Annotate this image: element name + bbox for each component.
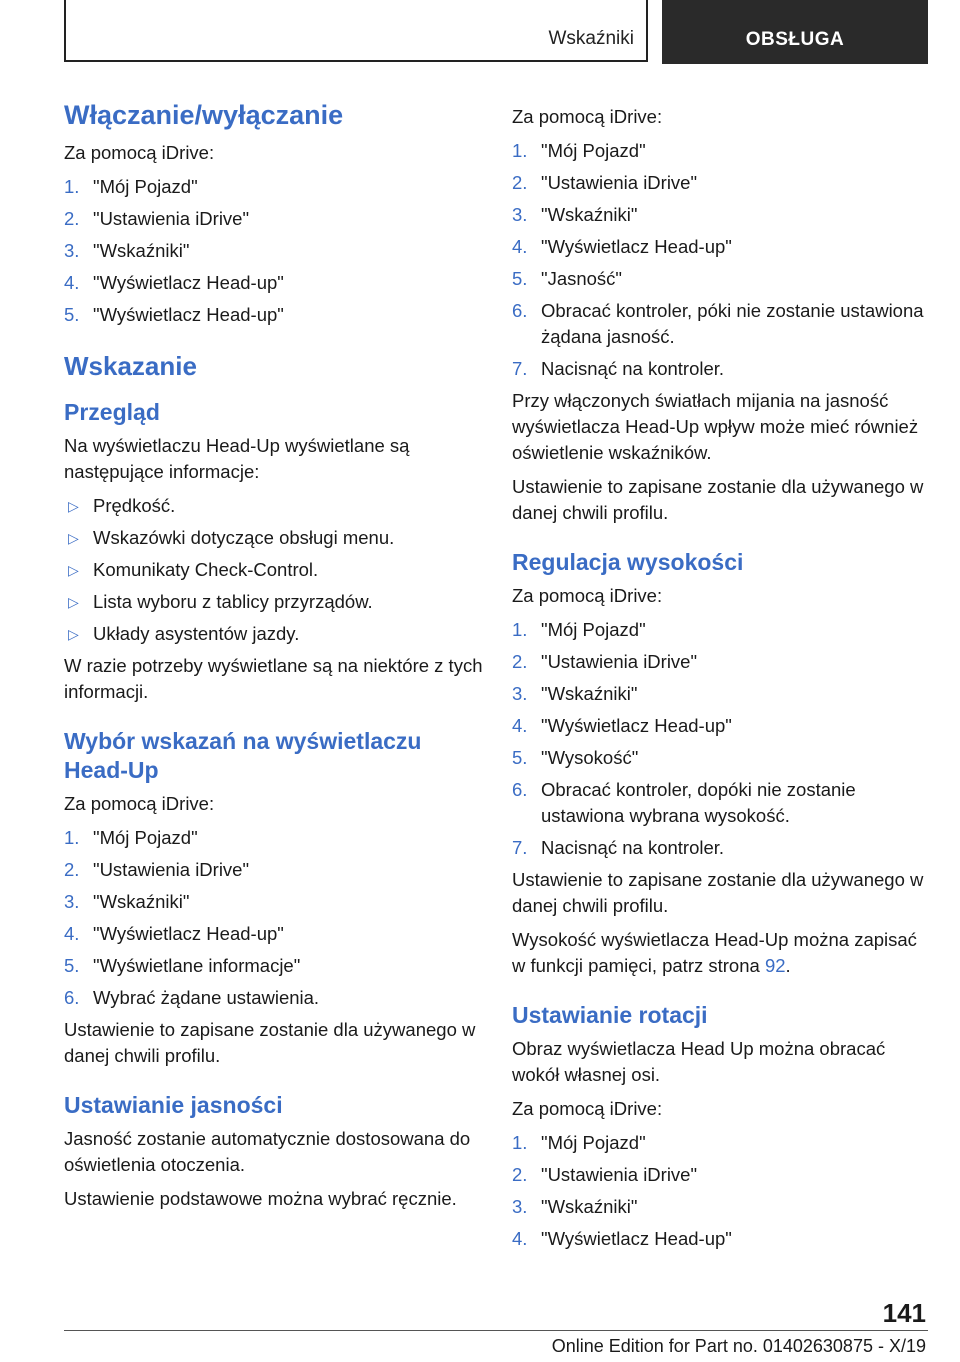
step-number: 2. — [512, 172, 528, 193]
bullet-item — [64, 557, 484, 583]
bullet-text: Układy asystentów jazdy. — [93, 623, 300, 644]
step-text: "Ustawienia iDrive" — [541, 172, 698, 193]
right-column — [512, 104, 932, 1258]
step-number: 6. — [64, 987, 80, 1008]
step-item — [512, 170, 932, 196]
step-text: "Mój Pojazd" — [541, 1132, 646, 1153]
step-item — [64, 174, 484, 200]
bullet-item — [64, 525, 484, 551]
step-item — [64, 921, 484, 947]
step-text: "Mój Pojazd" — [541, 619, 646, 640]
bullet-item — [64, 621, 484, 647]
step-item — [512, 713, 932, 739]
heading-selection: Wybór wskazań na wyświetlaczu Head-Up — [64, 728, 422, 783]
brightness-p2: Ustawienie podstawowe można wybrać ręcznie. — [64, 1188, 457, 1209]
step-item — [512, 1226, 932, 1252]
chapter-label: OBSŁUGA — [745, 29, 845, 50]
heading-brightness: Ustawianie jasności — [64, 1092, 283, 1118]
brightness-note: Przy włączonych światłach mijania na jasność wyświetlacza Head-Up wpływ może mieć również oświetlenie wskaźników. — [512, 390, 919, 463]
overview-bullets — [64, 493, 484, 647]
step-number: 5. — [512, 268, 528, 289]
step-item — [64, 953, 484, 979]
step-item — [64, 825, 484, 851]
step-number: 6. — [512, 300, 528, 321]
bullet-text: Wskazówki dotyczące obsługi menu. — [93, 527, 395, 548]
height-steps — [512, 617, 932, 861]
step-text: "Wyświetlane informacje" — [93, 955, 301, 976]
step-item — [512, 1130, 932, 1156]
step-text: "Wyświetlacz Head-up" — [93, 272, 284, 293]
step-item — [512, 835, 932, 861]
step-item — [64, 302, 484, 328]
step-text: "Wysokość" — [541, 747, 639, 768]
step-number: 5. — [512, 747, 528, 768]
edition-text: Online Edition for Part no. 01402630875 - X/19 — [551, 1336, 926, 1356]
step-text: Wybrać żądane ustawienia. — [93, 987, 320, 1008]
heading-rotation: Ustawianie rotacji — [512, 1002, 708, 1028]
rotation-p1: Obraz wyświetlacza Head Up można obracać wokół własnej osi. — [512, 1038, 886, 1085]
step-text: "Mój Pojazd" — [541, 140, 646, 161]
step-item — [64, 857, 484, 883]
step-item — [512, 202, 932, 228]
triangle-bullet-icon: ▷ — [68, 498, 79, 514]
brightness-profile-note: Ustawienie to zapisane zostanie dla używanego w danej chwili profilu. — [512, 476, 924, 523]
step-item — [512, 356, 932, 382]
step-number: 1. — [64, 176, 80, 197]
selection-intro: Za pomocą iDrive: — [64, 793, 215, 814]
step-item — [64, 270, 484, 296]
step-number: 2. — [64, 208, 80, 229]
step-item — [512, 138, 932, 164]
height-profile-note: Ustawienie to zapisane zostanie dla używanego w danej chwili profilu. — [512, 869, 924, 916]
step-item — [64, 238, 484, 264]
step-text: "Ustawienia iDrive" — [93, 859, 250, 880]
step-text: "Jasność" — [541, 268, 623, 289]
step-number: 3. — [512, 204, 528, 225]
bullet-text: Lista wyboru z tablicy przyrządów. — [93, 591, 373, 612]
step-text: "Wyświetlacz Head-up" — [541, 715, 732, 736]
step-item — [64, 206, 484, 232]
height-intro: Za pomocą iDrive: — [512, 585, 663, 606]
step-text: Nacisnąć na kontroler. — [541, 837, 725, 858]
step-number: 4. — [512, 715, 528, 736]
step-text: "Wskaźniki" — [541, 683, 638, 704]
step-number: 2. — [64, 859, 80, 880]
page-link[interactable]: 92 — [764, 955, 786, 976]
bullet-item — [64, 493, 484, 519]
bullet-text: Prędkość. — [93, 495, 176, 516]
selection-outro: Ustawienie to zapisane zostanie dla używanego w danej chwili profilu. — [64, 1019, 476, 1066]
step-item — [512, 234, 932, 260]
brightness-intro: Za pomocą iDrive: — [512, 106, 663, 127]
heading-overview: Przegląd — [64, 399, 160, 425]
step-item — [512, 1194, 932, 1220]
step-text: "Wyświetlacz Head-up" — [93, 304, 284, 325]
bullet-text: Komunikaty Check-Control. — [93, 559, 319, 580]
step-item — [512, 745, 932, 771]
heading-display: Wskazanie — [64, 351, 197, 381]
step-item — [512, 617, 932, 643]
step-number: 5. — [64, 304, 80, 325]
heading-on-off: Włączanie/wyłączanie — [64, 100, 344, 130]
rotation-steps — [512, 1130, 932, 1252]
triangle-bullet-icon: ▷ — [68, 562, 79, 578]
step-number: 3. — [64, 240, 80, 261]
step-item — [64, 985, 484, 1011]
step-number: 1. — [512, 140, 528, 161]
overview-outro: W razie potrzeby wyświetlane są na niektóre z tych informacji. — [64, 655, 483, 702]
step-text: "Mój Pojazd" — [93, 176, 198, 197]
step-text: "Wskaźniki" — [541, 204, 638, 225]
height-memory-end: . — [785, 955, 791, 976]
step-number: 7. — [512, 837, 528, 858]
step-number: 4. — [64, 272, 80, 293]
step-number: 4. — [64, 923, 80, 944]
step-text: Nacisnąć na kontroler. — [541, 358, 725, 379]
step-number: 2. — [512, 1164, 528, 1185]
step-text: "Wskaźniki" — [93, 240, 190, 261]
step-text: "Ustawienia iDrive" — [93, 208, 250, 229]
step-number: 4. — [512, 236, 528, 257]
step-number: 5. — [64, 955, 80, 976]
left-column — [64, 98, 484, 1220]
step-number: 3. — [512, 683, 528, 704]
step-item — [64, 889, 484, 915]
step-number: 1. — [512, 1132, 528, 1153]
page-number: 141 — [882, 1298, 926, 1328]
section-label: Wskaźniki — [548, 28, 634, 49]
step-item — [512, 298, 932, 350]
step-text: "Mój Pojazd" — [93, 827, 198, 848]
bullet-item — [64, 589, 484, 615]
triangle-bullet-icon: ▷ — [68, 530, 79, 546]
height-memory-note — [512, 927, 932, 979]
step-text: "Wyświetlacz Head-up" — [541, 236, 732, 257]
step-text: "Wyświetlacz Head-up" — [93, 923, 284, 944]
section-box — [64, 0, 648, 62]
rotation-intro: Za pomocą iDrive: — [512, 1098, 663, 1119]
step-number: 1. — [512, 619, 528, 640]
step-text: "Ustawienia iDrive" — [541, 1164, 698, 1185]
step-text: Obracać kontroler, póki nie zostanie ustawiona żądana jasność. — [541, 300, 924, 347]
page-header — [64, 0, 928, 64]
step-item — [512, 649, 932, 675]
brightness-p1: Jasność zostanie automatycznie dostosowana do oświetlenia otoczenia. — [64, 1128, 471, 1175]
step-item — [512, 1162, 932, 1188]
onoff-intro: Za pomocą iDrive: — [64, 142, 215, 163]
triangle-bullet-icon: ▷ — [68, 594, 79, 610]
step-number: 2. — [512, 651, 528, 672]
step-number: 3. — [512, 1196, 528, 1217]
step-text: "Wskaźniki" — [93, 891, 190, 912]
onoff-steps — [64, 174, 484, 328]
selection-steps — [64, 825, 484, 1011]
step-number: 1. — [64, 827, 80, 848]
step-number: 3. — [64, 891, 80, 912]
step-item — [512, 777, 932, 829]
step-number: 6. — [512, 779, 528, 800]
step-item — [512, 266, 932, 292]
height-memory-text: Wysokość wyświetlacza Head-Up można zapisać w funkcji pamięci, patrz strona — [512, 929, 917, 976]
step-text: Obracać kontroler, dopóki nie zostanie ustawiona wybrana wysokość. — [541, 779, 856, 826]
chapter-tab — [662, 0, 928, 64]
heading-height: Regulacja wysokości — [512, 549, 744, 575]
step-item — [512, 681, 932, 707]
step-number: 4. — [512, 1228, 528, 1249]
step-number: 7. — [512, 358, 528, 379]
overview-intro: Na wyświetlaczu Head-Up wyświetlane są następujące informacje: — [64, 435, 410, 482]
step-text: "Wskaźniki" — [541, 1196, 638, 1217]
footer-divider — [64, 1330, 928, 1331]
brightness-steps — [512, 138, 932, 382]
step-text: "Wyświetlacz Head-up" — [541, 1228, 732, 1249]
step-text: "Ustawienia iDrive" — [541, 651, 698, 672]
triangle-bullet-icon: ▷ — [68, 626, 79, 642]
